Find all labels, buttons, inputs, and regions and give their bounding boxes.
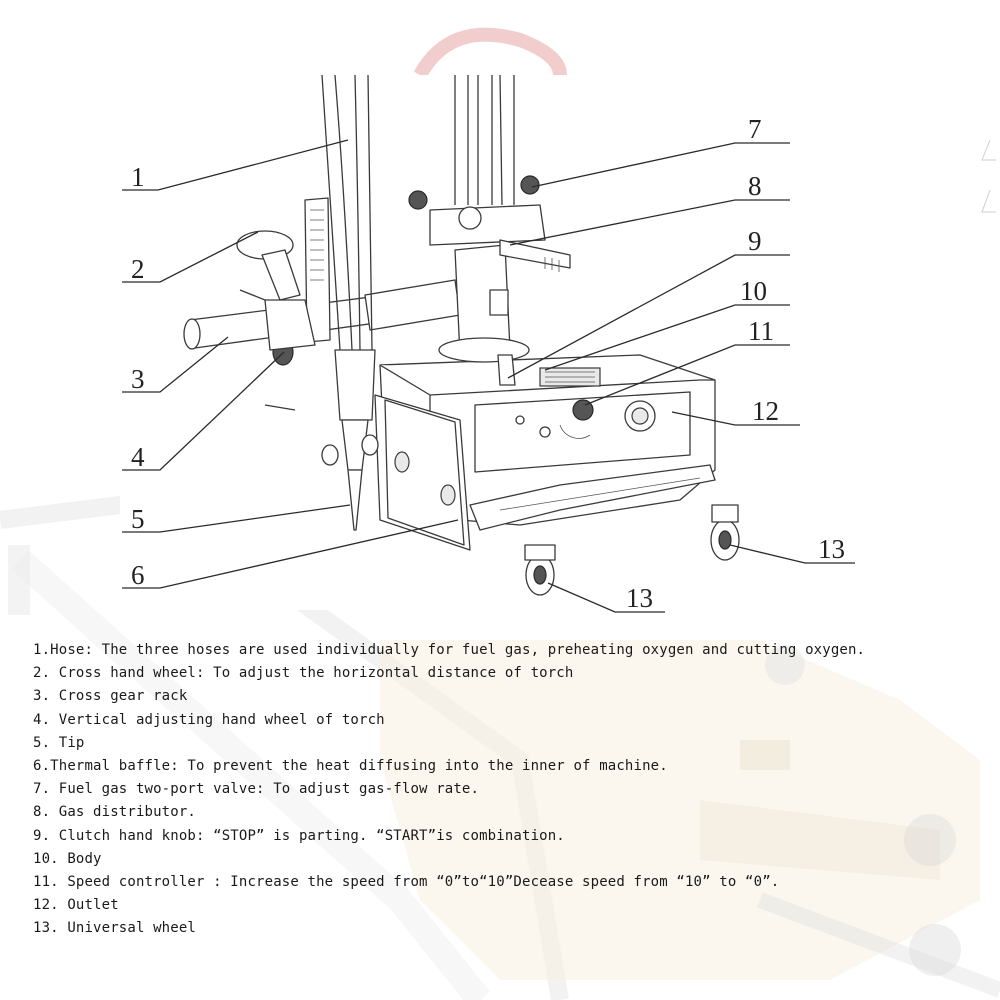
callout-4: 4 xyxy=(131,442,145,472)
callout-13-right: 13 xyxy=(818,534,845,564)
callout-9: 9 xyxy=(748,226,762,256)
legend-item-10: 10. Body xyxy=(33,850,102,867)
legend-item-7: 7. Fuel gas two-port valve: To adjust gas-flow rate. xyxy=(33,781,480,798)
callout-2: 2 xyxy=(131,254,145,284)
legend-item-6: 6.Thermal baffle: To prevent the heat diffusing into the inner of machine. xyxy=(33,757,668,774)
callout-12: 12 xyxy=(752,396,779,426)
legend-item-1: 1.Hose: The three hoses are used individually for fuel gas, preheating oxygen and cutting oxygen. xyxy=(33,642,866,658)
legend-item-2: 2. Cross hand wheel: To adjust the horizontal distance of torch xyxy=(33,665,574,682)
legend-item-13: 13. Universal wheel xyxy=(33,920,196,937)
legend-item-4: 4. Vertical adjusting hand wheel of torch xyxy=(33,711,385,728)
legend-item-8: 8. Gas distributor. xyxy=(33,804,196,821)
callout-8: 8 xyxy=(748,171,762,201)
callout-10: 10 xyxy=(740,276,767,306)
callout-3: 3 xyxy=(131,364,145,394)
legend-item-9: 9. Clutch hand knob: “STOP” is parting. “START”is combination. xyxy=(33,827,565,844)
parts-legend xyxy=(33,639,983,940)
legend-item-3: 3. Cross gear rack xyxy=(33,688,188,705)
legend-item-11: 11. Speed controller : Increase the speed from “0”to“10”Decease speed from “10” to “0”. xyxy=(33,873,780,890)
callout-13-bottom: 13 xyxy=(626,583,653,613)
callout-1: 1 xyxy=(131,162,145,192)
callout-6: 6 xyxy=(131,560,145,590)
callout-11: 11 xyxy=(748,316,774,346)
legend-item-5: 5. Tip xyxy=(33,734,85,751)
callout-5: 5 xyxy=(131,504,145,534)
callout-7: 7 xyxy=(748,114,762,144)
legend-item-12: 12. Outlet xyxy=(33,897,119,914)
